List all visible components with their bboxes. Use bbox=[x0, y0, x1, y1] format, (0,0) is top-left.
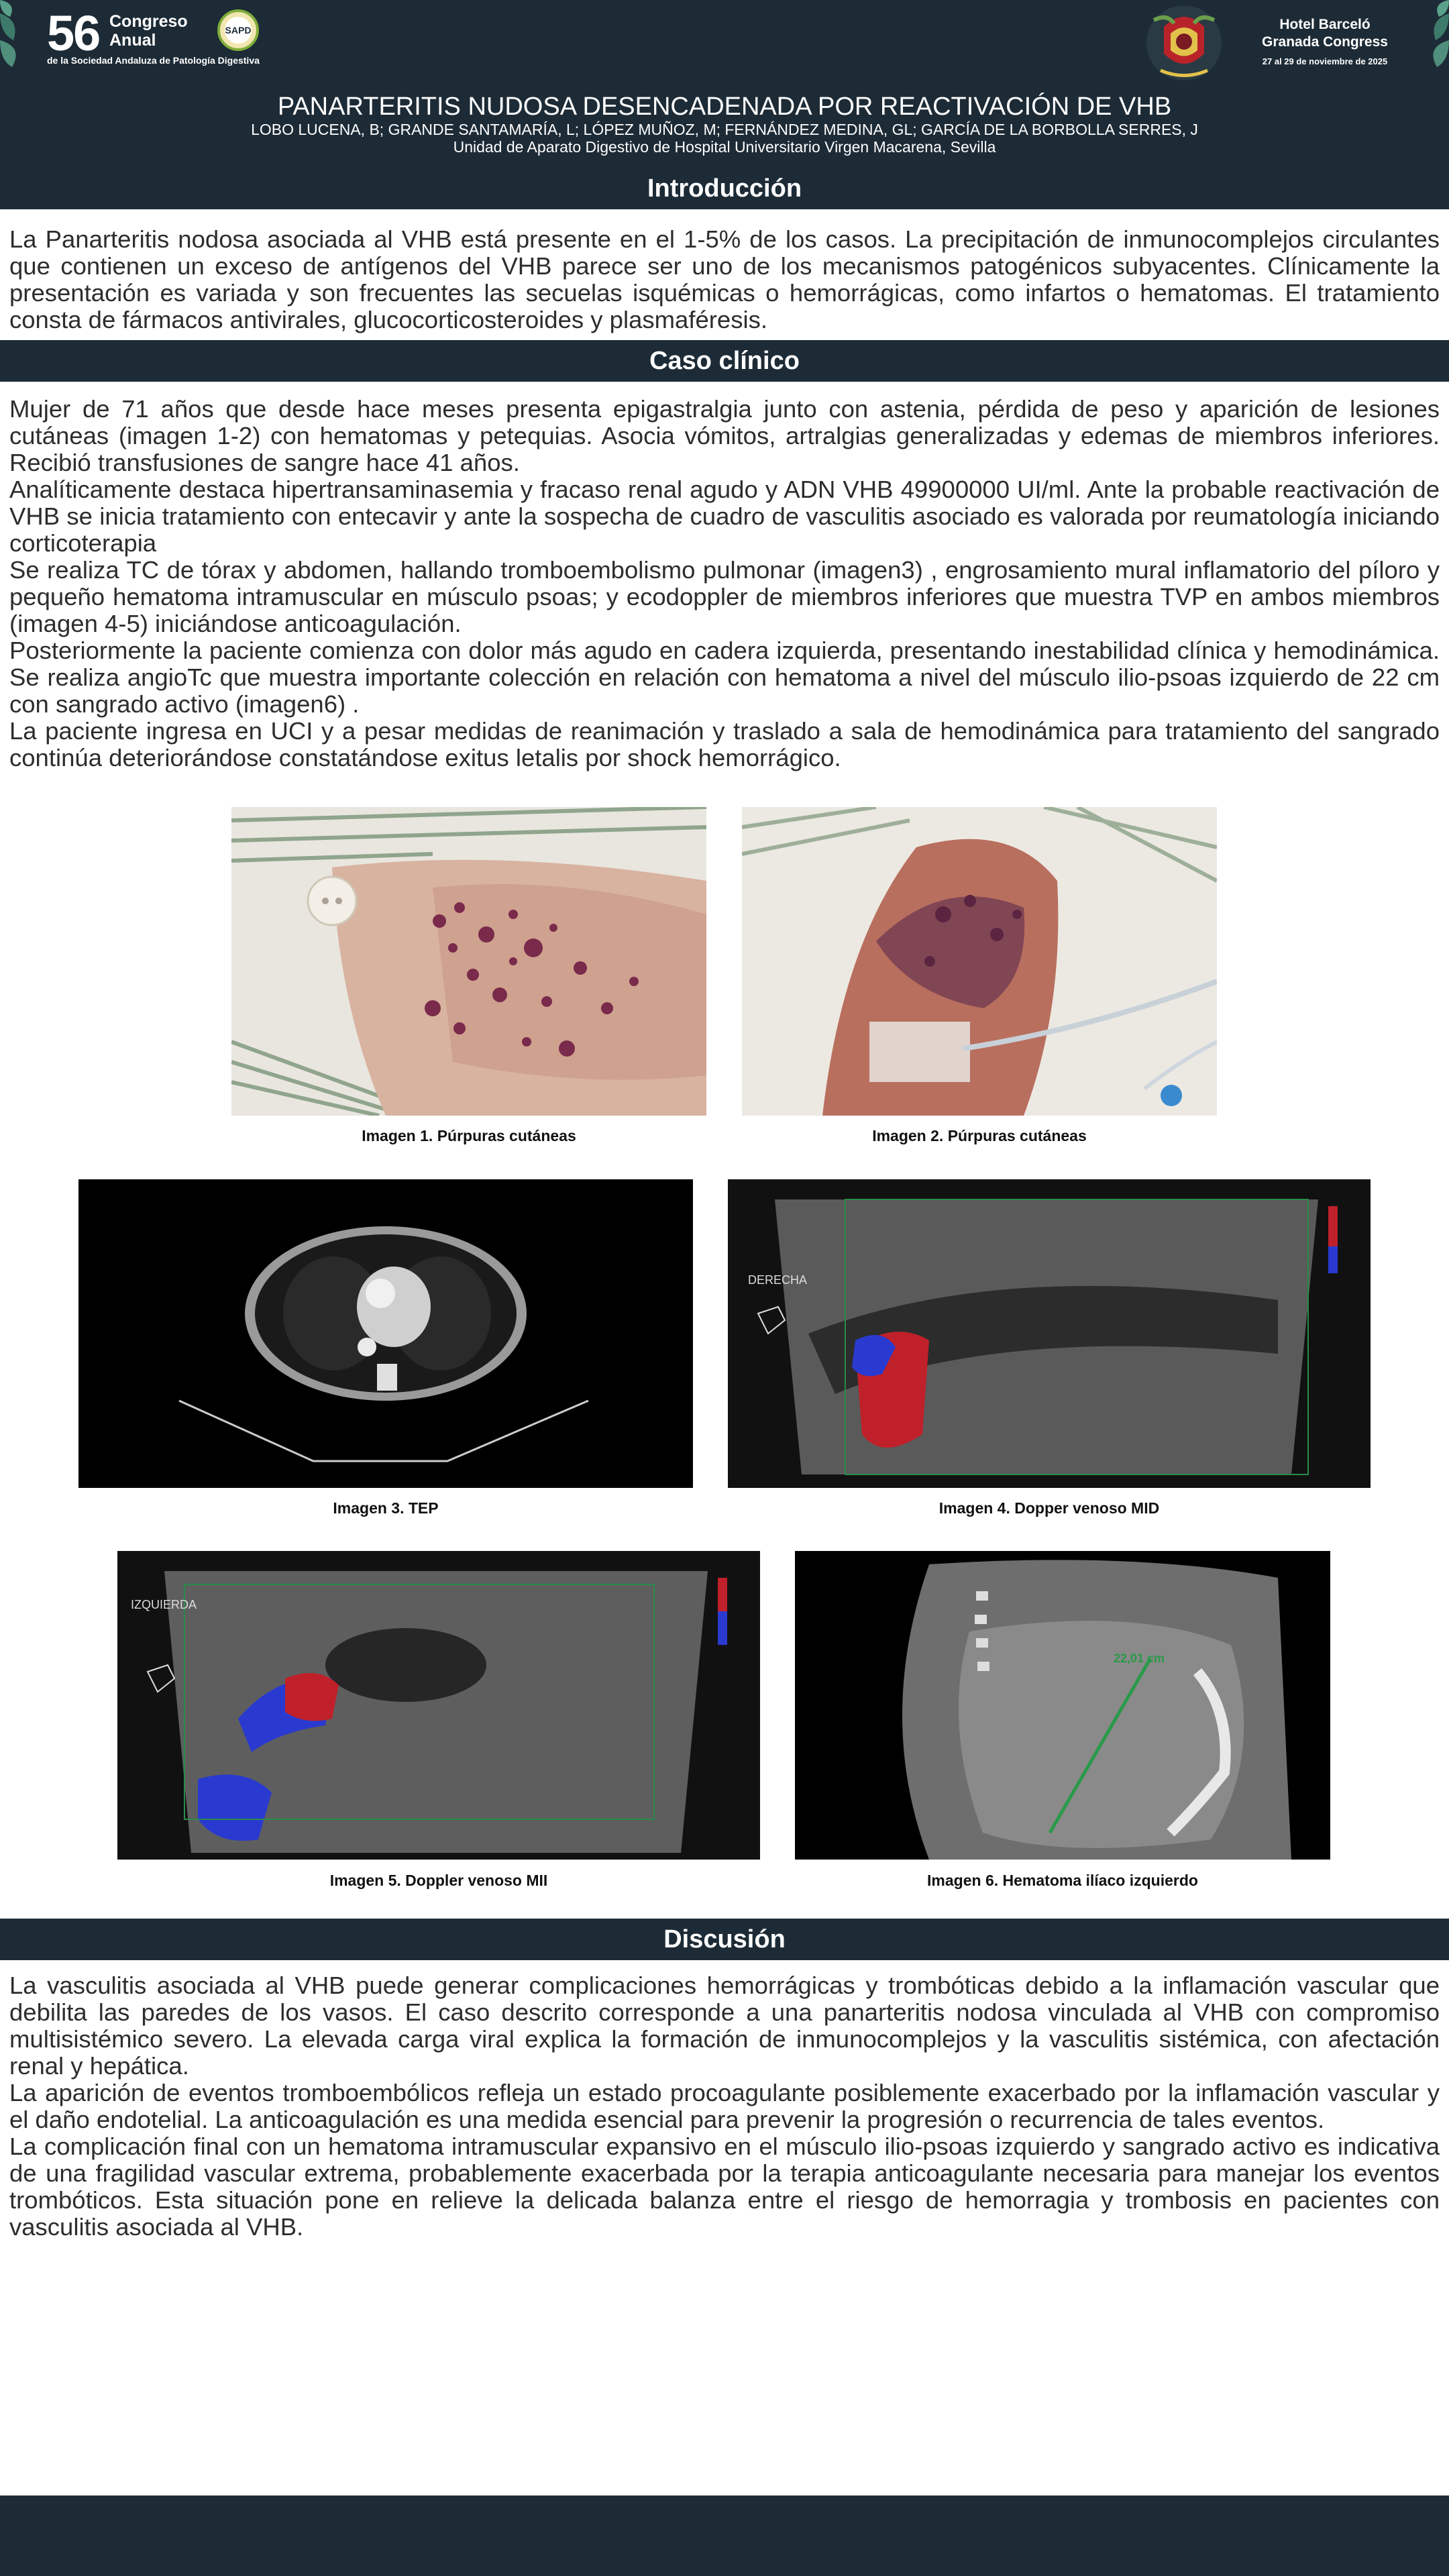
case-paragraph-3: Se realiza TC de tórax y abdomen, hallando tromboembolismo pulmonar (imagen3) , engrosamiento mural inflamatorio del píloro y pequeño hematoma intramuscular en músculo psoas; y ecodoppler de miembros inferiores que muestra TVP en ambos miembros (imagen 4-5) iniciándose anticoagulación. bbox=[9, 556, 1440, 637]
discussion-paragraph-3: La complicación final con un hematoma intramuscular expansivo en el músculo ilio-psoas izquierdo y sangrado activo es indicativa de una fragilidad vascular extrema, probablemente exacerbada por la terapia anticoagulante necesaria para manejar los eventos trombóticos. Esta situación pone en relieve la delicada balanza entre el riesgo de hemorragia y trombosis en pacientes con vasculitis asociada al VHB. bbox=[9, 2133, 1440, 2241]
caption-image-2: Imagen 2. Púrpuras cutáneas bbox=[872, 1127, 1087, 1144]
venue-hotel: Hotel Barceló bbox=[1279, 17, 1371, 32]
image-2-arm-purpura bbox=[742, 807, 1217, 1116]
poster-title: PANARTERITIS NUDOSA DESENCADENADA POR REACTIVACIÓN DE VHB bbox=[277, 93, 1172, 121]
granada-crest-icon bbox=[1140, 0, 1228, 86]
caption-image-5: Imagen 5. Doppler venoso MII bbox=[329, 1872, 548, 1889]
edition-number: 56 bbox=[47, 5, 100, 61]
leaf-decoration-left-icon bbox=[0, 0, 34, 80]
image-1-skin-purpura bbox=[231, 807, 706, 1116]
case-paragraph-5: La paciente ingresa en UCI y a pesar medidas de reanimación y traslado a sala de hemodinámica para tratamiento del sangrado continúa deteriorándose constatándose exitus letalis por shock hemorrágico. bbox=[9, 717, 1440, 771]
venue-dates: 27 al 29 de noviembre de 2025 bbox=[1262, 56, 1388, 66]
caption-image-4: Imagen 4. Dopper venoso MID bbox=[938, 1499, 1160, 1517]
caption-image-6: Imagen 6. Hematoma ilíaco izquierdo bbox=[927, 1872, 1198, 1889]
doppler-right-side-label: DERECHA bbox=[748, 1273, 808, 1287]
sapd-badge-icon bbox=[217, 9, 259, 51]
case-paragraph-4: Posteriormente la paciente comienza con dolor más agudo en cadera izquierda, presentando inestabilidad clínica y hemodinámica. Se realiza angioTc que muestra importante colección en relación con hematoma a nivel del músculo ilio-psoas izquierdo de 22 cm con sangrado activo (imagen6) . bbox=[9, 637, 1440, 718]
title-block bbox=[0, 93, 1449, 156]
sapd-badge-text: SAPD bbox=[225, 25, 252, 36]
intro-heading: Introducción bbox=[0, 168, 1449, 209]
discussion-paragraph-2: La aparición de eventos tromboembólicos refleja un estado procoagulante posiblemente exacerbado por la inflamación vascular y el daño endotelial. La anticoagulación es una medida esencial para prevenir la progresión o recurrencia de tales eventos. bbox=[9, 2079, 1440, 2133]
intro-text bbox=[9, 226, 1440, 333]
image-6-ct-hematoma bbox=[795, 1551, 1330, 1860]
intro-paragraph: La Panarteritis nodosa asociada al VHB está presente en el 1-5% de los casos. La precipitación de inmunocomplejos circulantes que contienen un exceso de antígenos del VHB parece ser uno de los mecanismos patogénicos subyacentes. Clínicamente la presentación es variada y son frecuentes las secuelas isquémicas o hemorrágicas, como infartos o hematomas. El tratamiento consta de fármacos antivirales, glucocorticosteroides y plasmaféresis. bbox=[9, 225, 1440, 333]
edition-word: Congreso Anual bbox=[109, 12, 188, 50]
case-heading: Caso clínico bbox=[0, 340, 1449, 382]
discussion-paragraph-1: La vasculitis asociada al VHB puede generar complicaciones hemorrágicas y trombóticas debido a la inflamación vascular que debilita las paredes de los vasos. El caso descrito corresponde a una panarteritis nodosa vinculada al VHB con compromiso multisistémico severo. La elevada carga viral explica la formación de inmunocomplejos y la vasculitis sistémica, con afectación renal y hepática. bbox=[9, 1972, 1440, 2080]
ct-measurement-label: 22,01 cm bbox=[1114, 1652, 1165, 1665]
poster-authors: LOBO LUCENA, B; GRANDE SANTAMARÍA, L; LÓPEZ MUÑOZ, M; FERNÁNDEZ MEDINA, GL; GARCÍA DE LA BORBOLLA SERRES, J bbox=[251, 121, 1198, 138]
image-4-doppler-right bbox=[728, 1179, 1371, 1488]
case-text bbox=[9, 396, 1440, 771]
doppler-left-side-label: IZQUIERDA bbox=[131, 1598, 197, 1611]
caption-image-1: Imagen 1. Púrpuras cutáneas bbox=[362, 1127, 576, 1144]
society-name: de la Sociedad Andaluza de Patología Digestiva bbox=[47, 55, 260, 66]
caption-image-3: Imagen 3. TEP bbox=[333, 1499, 439, 1517]
discussion-text bbox=[9, 1972, 1440, 2241]
image-5-doppler-left bbox=[117, 1551, 760, 1860]
poster-footer bbox=[0, 2496, 1449, 2576]
case-paragraph-2: Analíticamente destaca hipertransaminasemia y fracaso renal agudo y ADN VHB 49900000 UI/ml. Ante la probable reactivación de VHB se inicia tratamiento con entecavir y ante la sospecha de cuadro de vasculitis asociado es valorada por reumatología iniciando corticoterapia bbox=[9, 476, 1440, 557]
poster-affiliation: Unidad de Aparato Digestivo de Hospital Universitario Virgen Macarena, Sevilla bbox=[453, 138, 996, 156]
venue-info bbox=[1248, 16, 1402, 66]
venue-congress: Granada Congress bbox=[1262, 34, 1388, 50]
leaf-decoration-right-icon bbox=[1415, 0, 1449, 80]
image-3-ct-chest bbox=[78, 1179, 693, 1488]
poster-header bbox=[0, 0, 1449, 168]
discussion-heading: Discusión bbox=[0, 1919, 1449, 1960]
case-paragraph-1: Mujer de 71 años que desde hace meses presenta epigastralgia junto con astenia, pérdida de peso y aparición de lesiones cutáneas (imagen 1-2) con hematomas y petequias. Asocia vómitos, artralgias generalizadas y edemas de miembros inferiores. Recibió transfusiones de sangre hace 41 años. bbox=[9, 395, 1440, 476]
